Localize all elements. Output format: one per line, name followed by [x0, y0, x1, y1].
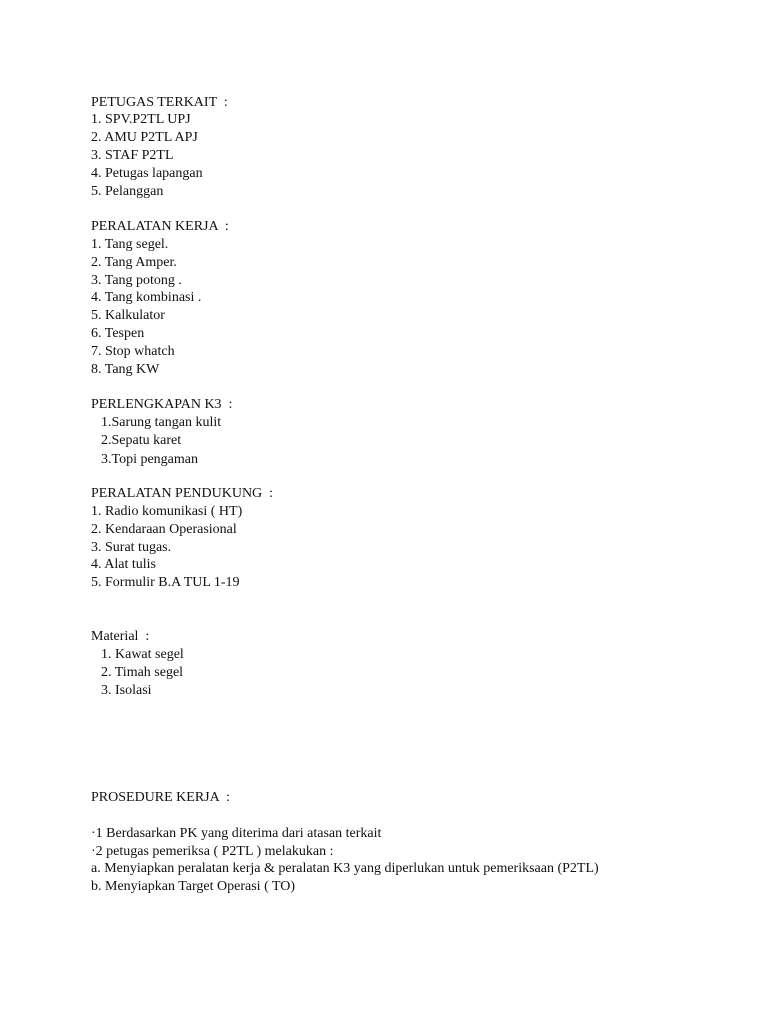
list-item: 2. Tang Amper. [91, 255, 177, 270]
list-item: 3. Surat tugas. [91, 540, 172, 555]
list-item: 2. Timah segel [101, 665, 184, 680]
list-item: 3.Topi pengaman [101, 452, 198, 467]
list-item: 6. Tespen [91, 326, 145, 341]
list-item: 4. Petugas lapangan [91, 166, 203, 181]
section-heading-peralatan-pendukung: PERALATAN PENDUKUNG : [91, 486, 274, 501]
list-item: 5. Kalkulator [91, 308, 165, 323]
section-heading-prosedure-kerja: PROSEDURE KERJA : [91, 790, 230, 805]
list-item: 5. Formulir B.A TUL 1-19 [91, 575, 240, 590]
list-item: 5. Pelanggan [91, 184, 164, 199]
list-item: b. Menyiapkan Target Operasi ( TO) [91, 879, 296, 894]
section-heading-petugas: PETUGAS TERKAIT : [91, 95, 228, 110]
list-item: ·2 petugas pemeriksa ( P2TL ) melakukan : [91, 844, 334, 859]
list-item: 7. Stop whatch [91, 344, 175, 359]
list-item: 1. Tang segel. [91, 237, 169, 252]
list-item: 4. Alat tulis [91, 557, 156, 572]
list-item: 2. AMU P2TL APJ [91, 130, 198, 145]
list-item: 3. Tang potong . [91, 273, 182, 288]
section-heading-material: Material : [91, 629, 150, 644]
list-item: a. Menyiapkan peralatan kerja & peralatan K3 yang diperlukan untuk pemeriksaan (P2TL) [91, 861, 599, 876]
list-item: 2. Kendaraan Operasional [91, 522, 237, 537]
list-item: 8. Tang KW [91, 362, 160, 377]
list-item: 3. Isolasi [101, 683, 152, 698]
list-item: 4. Tang kombinasi . [91, 290, 202, 305]
list-item: 1. Radio komunikasi ( HT) [91, 504, 243, 519]
list-item: 1. Kawat segel [101, 647, 184, 662]
list-item: 3. STAF P2TL [91, 148, 174, 163]
section-heading-peralatan-kerja: PERALATAN KERJA : [91, 219, 229, 234]
section-heading-perlengkapan-k3: PERLENGKAPAN K3 : [91, 397, 233, 412]
list-item: 2.Sepatu karet [101, 433, 182, 448]
list-item: 1. SPV.P2TL UPJ [91, 112, 191, 127]
list-item: 1.Sarung tangan kulit [101, 415, 222, 430]
list-item: ·1 Berdasarkan PK yang diterima dari atasan terkait [91, 826, 382, 841]
